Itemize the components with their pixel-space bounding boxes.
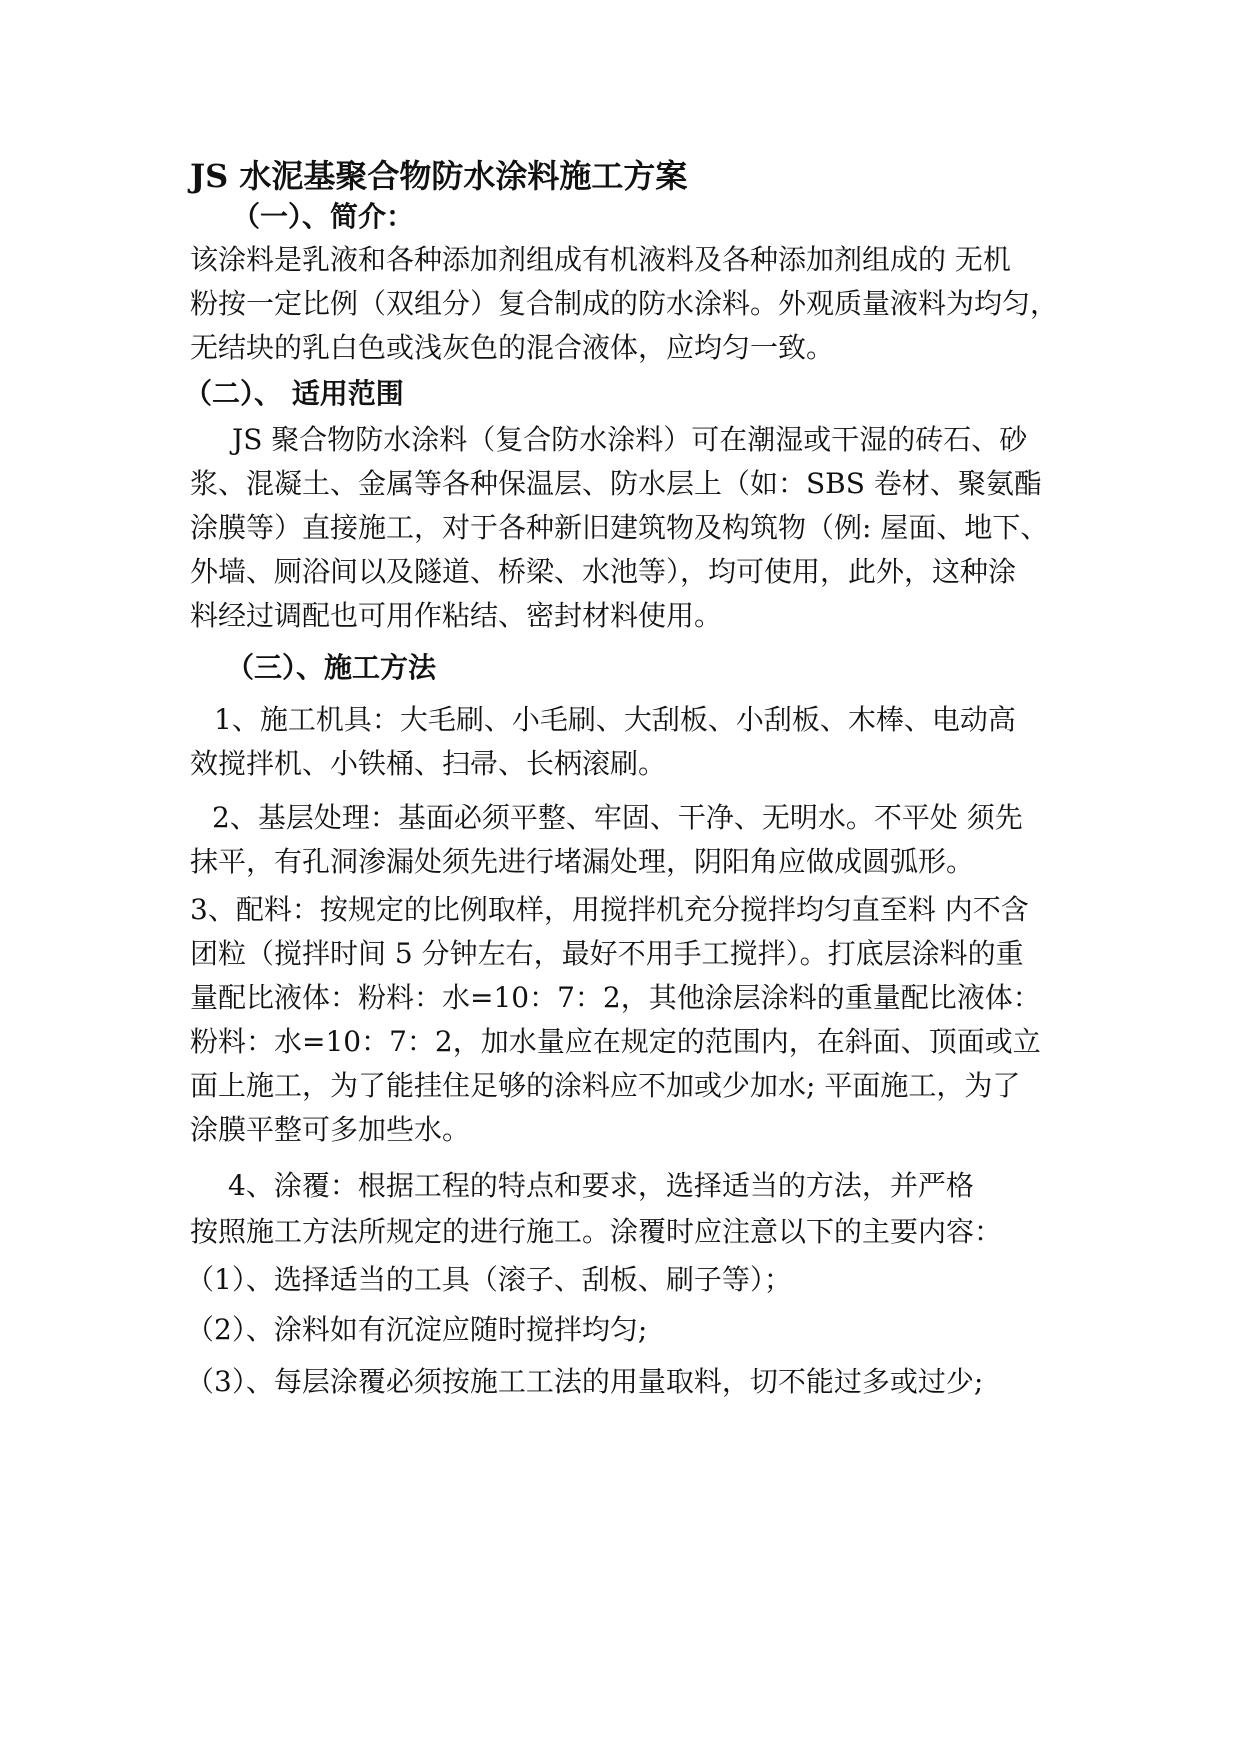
paragraph-line: 3、配料：按规定的比例取样，用搅拌机充分搅拌均匀直至料 内不含 (190, 893, 1029, 926)
paragraph-line: 外墙、厕浴间以及隧道、桥梁、水池等），均可使用，此外，这种涂 (190, 555, 1017, 588)
paragraph-line: 效搅拌机、小铁桶、扫帚、长柄滚刷。 (190, 747, 667, 780)
list-item: （1）、选择适当的工具（滚子、刮板、刷子等）； (186, 1263, 792, 1296)
paragraph-line: 该涂料是乳液和各种添加剂组成有机液料及各种添加剂组成的 无机 (190, 243, 1011, 276)
paragraph-line: 无结块的乳白色或浅灰色的混合液体，应均匀一致。 (190, 331, 835, 364)
paragraph-line: 4、涂覆：根据工程的特点和要求，选择适当的方法，并严格 (228, 1169, 974, 1202)
paragraph-line: 粉料：水=10：7：2，加水量应在规定的范围内，在斜面、顶面或立 (190, 1025, 1041, 1058)
paragraph-line: 量配比液体：粉料：水=10：7：2，其他涂层涂料的重量配比液体： (190, 981, 1041, 1014)
list-item: （2）、涂料如有沉淀应随时搅拌均匀; (186, 1313, 648, 1346)
paragraph-line: 浆、混凝土、金属等各种保温层、防水层上（如：SBS 卷材、聚氨酯 (190, 467, 1042, 500)
paragraph-line: 1、施工机具：大毛刷、小毛刷、大刮板、小刮板、木棒、电动高 (214, 703, 1016, 736)
paragraph-line: 料经过调配也可用作粘结、密封材料使用。 (190, 599, 723, 632)
section-heading-scope: （二）、 适用范围 (184, 377, 404, 410)
document-title: JS 水泥基聚合物防水涂料施工方案 (190, 157, 688, 195)
section-heading-method: （三）、施工方法 (226, 651, 437, 684)
paragraph-line: 按照施工方法所规定的进行施工。涂覆时应注意以下的主要内容： (190, 1215, 1003, 1248)
paragraph-line: 涂膜等）直接施工，对于各种新旧建筑物及构筑物（例: 屋面、地下、 (190, 511, 1049, 544)
paragraph-line: 面上施工，为了能挂住足够的涂料应不加或少加水; 平面施工，为了 (190, 1069, 1021, 1102)
section-heading-intro: （一）、简介： (232, 200, 415, 233)
paragraph-line: JS 聚合物防水涂料（复合防水涂料）可在潮湿或干湿的砖石、砂 (232, 423, 1028, 456)
paragraph-line: 粉按一定比例（双组分）复合制成的防水涂料。外观质量液料为均匀， (190, 287, 1059, 320)
paragraph-line: 抹平，有孔洞渗漏处须先进行堵漏处理，阴阳角应做成圆弧形。 (190, 845, 975, 878)
paragraph-line: 团粒（搅拌时间 5 分钟左右，最好不用手工搅拌）。打底层涂料的重 (190, 937, 1024, 970)
list-item: （3）、每层涂覆必须按施工工法的用量取料，切不能过多或过少; (186, 1365, 984, 1398)
paragraph-line: 涂膜平整可多加些水。 (190, 1113, 471, 1146)
paragraph-line: 2、基层处理：基面必须平整、牢固、干净、无明水。不平处 须先 (212, 801, 1023, 834)
